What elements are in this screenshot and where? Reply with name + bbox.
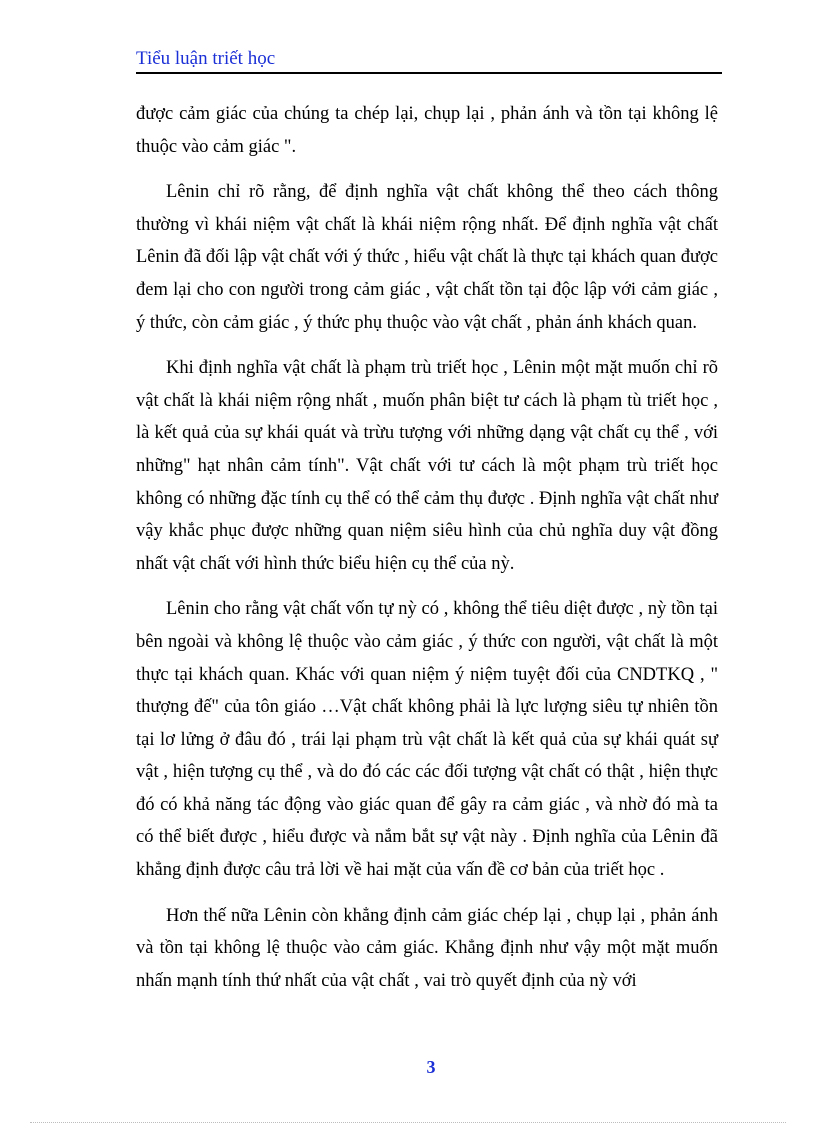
paragraph-5: Hơn thế nữa Lênin còn khẳng định cảm giác chép lại , chụp lại , phản ánh và tồn tại không lệ thuộc vào cảm giác. Khẳng định như vậy một mặt muốn nhấn mạnh tính thứ nhất của vật chất , vai trò quyết định của nỳ với — [136, 905, 718, 991]
header-title: Tiểu luận triết học — [136, 48, 276, 69]
paragraph-4: Lênin cho rằng vật chất vốn tự nỳ có , không thể tiêu diệt được , nỳ tồn tại bên ngoài và không lệ thuộc vào cảm giác , ý thức con người, vật chất là một thực tại khách quan. Khác với quan niệm ý niệm tuyệt đối của CNDTKQ , " thượng đế" của tôn giáo …Vật chất không phải là lực lượng siêu tự nhiên tồn tại lơ lửng ở đâu đó , trái lại phạm trù vật chất là kết quả của sự khái quát sự vật , hiện tượng cụ thể , và do đó các các đối tượng vật chất có thật , hiện thực đó có khả năng tác động vào giác quan để gây ra cảm giác , và nhờ đó mà ta có thể biết được , hiểu được và nắm bắt sự vật này . Định nghĩa của Lênin đã khẳng định được câu trả lời về hai mặt của vấn đề cơ bản của triết học . — [136, 599, 718, 881]
paragraph-2: Lênin chỉ rõ rằng, để định nghĩa vật chất không thể theo cách thông thường vì khái niệm vật chất là khái niệm rộng nhất. Để định nghĩa vật chất Lênin đã đối lập vật chất với ý thức , hiểu vật chất là thực tại khách quan được đem lại cho con người trong cảm giác , vật chất tồn tại độc lập với cảm giác , ý thức, còn cảm giác , ý thức phụ thuộc vào vật chất , phản ánh khách quan. — [136, 182, 718, 333]
paragraph-3: Khi định nghĩa vật chất là phạm trù triết học , Lênin một mặt muốn chỉ rõ vật chất là khái niệm rộng nhất , muốn phân biệt tư cách là phạm tù triết học , là kết quả của sự khái quát và trừu tượng với những dạng vật chất cụ thể , với những" hạt nhân cảm tính". Vật chất với tư cách là một phạm trù triết học không có những đặc tính cụ thể có thể cảm thụ được . Định nghĩa vật chất như vậy khắc phục được những quan niệm siêu hình của chủ nghĩa duy vật đồng nhất vật chất với hình thức biểu hiện cụ thể của nỳ. — [136, 358, 718, 574]
document-body — [136, 98, 718, 1010]
page-header — [136, 48, 722, 74]
page-number: 3 — [426, 1057, 436, 1077]
paragraph-1: được cảm giác của chúng ta chép lại, chụp lại , phản ánh và tồn tại không lệ thuộc vào cảm giác ". — [136, 104, 718, 157]
